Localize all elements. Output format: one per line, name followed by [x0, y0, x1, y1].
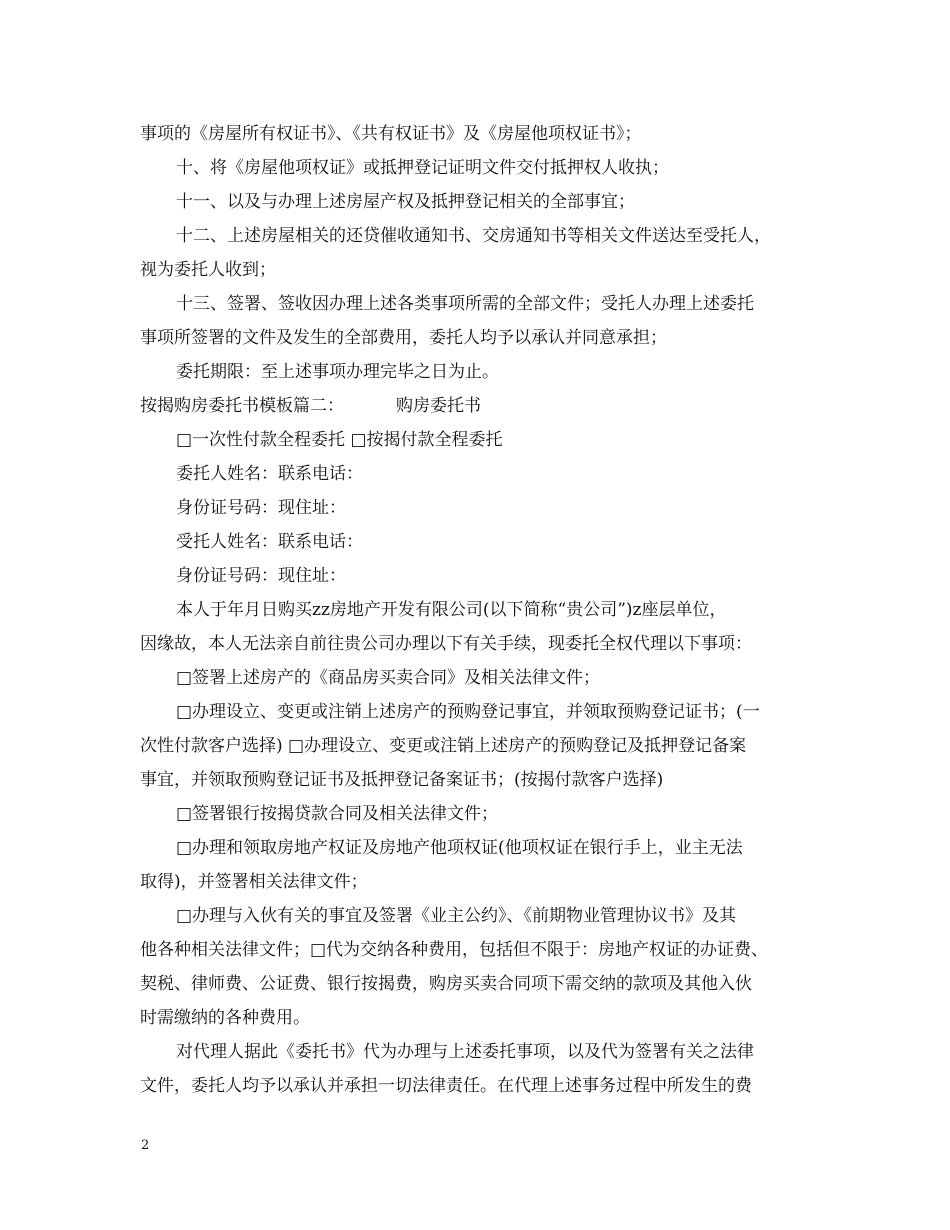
paragraph-line: 十三、签署、签收因办理上述各类事项所需的全部文件；受托人办理上述委托	[176, 294, 754, 314]
paragraph-line: 取得)，并签署相关法律文件；	[140, 872, 368, 892]
section-heading-title: 购房委托书	[396, 396, 481, 416]
paragraph-line: 对代理人据此《委托书》代为办理与上述委托事项，以及代为签署有关之法律	[176, 1042, 754, 1062]
paragraph-line: 时需缴纳的各种费用。	[140, 1008, 310, 1028]
paragraph-line: 委托期限：至上述事项办理完毕之日为止。	[176, 362, 499, 382]
paragraph-line: 契税、律师费、公证费、银行按揭费，购房买卖合同项下需交纳的款项及其他入伙	[140, 974, 752, 994]
form-field-line: 委托人姓名：联系电话：	[176, 464, 363, 484]
page-number: 2	[141, 1138, 150, 1153]
paragraph-line: 他各种相关法律文件；□代为交纳各种费用，包括但不限于：房地产权证的办证费、	[140, 940, 769, 960]
paragraph-line: 文件，委托人均予以承认并承担一切法律责任。在代理上述事务过程中所发生的费	[140, 1076, 752, 1096]
checkbox-item-line: □办理与入伙有关的事宜及签署《业主公约》、《前期物业管理协议书》及其	[176, 906, 737, 926]
form-field-line: 受托人姓名：联系电话：	[176, 532, 363, 552]
checkbox-options-line: □一次性付款全程委托 □按揭付款全程委托	[176, 430, 503, 450]
checkbox-item-line: □办理和领取房地产权证及房地产他项权证(他项权证在银行手上，业主无法	[176, 838, 743, 858]
checkbox-item-line: □办理设立、变更或注销上述房产的预购登记事宜，并领取预购登记证书；(一	[176, 702, 760, 722]
paragraph-line: 本人于年月日购买zz房地产开发有限公司(以下简称“贵公司”)z座层单位，	[176, 600, 727, 620]
paragraph-line: 十、将《房屋他项权证》或抵押登记证明文件交付抵押权人收执；	[176, 158, 669, 178]
paragraph-line: 因缘故，本人无法亲自前往贵公司办理以下有关手续，现委托全权代理以下事项：	[140, 634, 752, 654]
paragraph-line: 事项所签署的文件及发生的全部费用，委托人均予以承认并同意承担；	[140, 328, 667, 348]
checkbox-item-line: □签署银行按揭贷款合同及相关法律文件；	[176, 804, 499, 824]
document-body	[140, 117, 820, 1103]
paragraph-line: 事宜，并领取预购登记证书及抵押登记备案证书；(按揭付款客户选择)	[140, 770, 664, 790]
paragraph-line: 十二、上述房屋相关的还贷催收通知书、交房通知书等相关文件送达至受托人，	[176, 226, 771, 246]
section-heading-prefix: 按揭购房委托书模板篇二：	[140, 396, 344, 416]
paragraph-line: 事项的《房屋所有权证书》、《共有权证书》及《房屋他项权证书》；	[140, 124, 642, 144]
section-heading	[140, 389, 820, 423]
form-field-line: 身份证号码：现住址：	[176, 566, 346, 586]
checkbox-item-line: □签署上述房产的《商品房买卖合同》及相关法律文件；	[176, 668, 601, 688]
paragraph-line: 次性付款客户选择) □办理设立、变更或注销上述房产的预购登记及抵押登记备案	[140, 736, 747, 756]
paragraph-line: 视为委托人收到；	[140, 260, 276, 280]
paragraph-line: 十一、以及与办理上述房屋产权及抵押登记相关的全部事宜；	[176, 192, 635, 212]
form-field-line: 身份证号码：现住址：	[176, 498, 346, 518]
